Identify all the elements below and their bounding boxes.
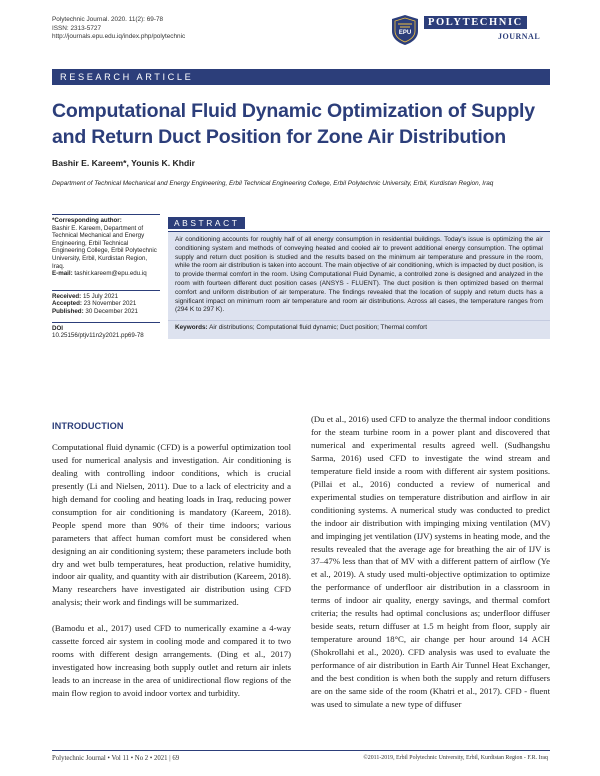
- abstract-heading: ABSTRACT: [168, 217, 245, 229]
- body-column-right: [311, 413, 550, 711]
- corresponding-author: [52, 214, 160, 278]
- article-title: Computational Fluid Dynamic Optimization of Supply and Return Duct Position for Zone Air Distribution: [52, 100, 535, 148]
- body-column-left: [52, 420, 291, 713]
- keywords-list: Air distributions; Computational fluid dynamic; Duct position; Thermal comfort: [209, 324, 428, 332]
- journal-meta: [52, 16, 185, 42]
- doi-block: [52, 322, 160, 340]
- email-link[interactable]: tashir.kareem@epu.edu.iq: [74, 270, 147, 278]
- logo-subword: JOURNAL: [498, 32, 541, 41]
- emblem-text: EPU: [398, 30, 412, 36]
- citation-line: Polytechnic Journal. 2020. 11(2): 69-78: [52, 16, 164, 23]
- published-label: Published:: [52, 307, 84, 315]
- footer-divider: [52, 750, 550, 751]
- corr-label: *Corresponding author:: [52, 217, 122, 224]
- received-label: Received:: [52, 292, 82, 300]
- received-date: 15 July 2021: [82, 292, 119, 300]
- intro-paragraph-2: (Bamodu et al., 2017) used CFD to numerically examine a 4-way cassette forced air system in cooling mode and compared it to two rooms with different design arrangements. (Ding et al., 2017) investigated how increasing both supply outlet and return air inlets leads to an increase in the area of unidirectional flow regions of the main flow region to avoid indoor vortex and turbidity.: [52, 623, 291, 699]
- accepted-date: 23 November 2021: [83, 300, 137, 308]
- journal-logo: [390, 12, 550, 50]
- article-dates: [52, 290, 160, 316]
- logo-word: POLYTECHNIC: [424, 16, 527, 29]
- accepted-label: Accepted:: [52, 300, 82, 308]
- intro-paragraph-1: Computational fluid dynamic (CFD) is a powerful optimization tool used for numerical analysis and investigation. Air conditioning is dealing with controlling indoor conditions, which is crucial presently (Li and Nielsen, 2011). Due to a lack of electricity and a high demand for cooling and heating loads in Iraq, reducing power consumption for air conditioning is mandatory (Kareem, 2018). People spend more than 90% of their time indoors; various parameters that affect human comfort must be considered when designing an air conditioning system; these parameters include both dry and wet bulb temperatures, heat production, relative humidity, indoor air quality, and quantity with air distribution (Kareem, 2018). Many researchers have investigated air distribution using CFD analysis; their work and findings will be summarized.: [52, 441, 291, 608]
- keywords-label: Keywords:: [175, 324, 208, 332]
- article-type-band: RESEARCH ARTICLE: [52, 69, 550, 85]
- abstract-box: [168, 213, 550, 339]
- email-label: E-mail:: [52, 270, 73, 278]
- keywords: [168, 320, 550, 339]
- emblem-icon: [390, 14, 420, 46]
- intro-paragraph-3: (Du et al., 2016) used CFD to analyze the thermal indoor conditions for the steam turbine room in a power plant and discovered that numerical and experimental results agreed well. (Sudhangshu Sarma, 2016) used CFD to investigate the wind stream and temperature field inside a room with different air system positions. (Pillai et al., 2016) conducted a review of numerical and experimental studies on temperature distribution and airflow in air conditioning systems. A numerical study was conducted to predict the indoor air distribution with impinging mixing ventilation (MV) and impinging jet ventilation (IJV) systems in heating mode, and the results revealed that the average age for breathing the air of IJV is 37–47% less than that of MV with a different pattern of airflow (Ye et al., 2019). A study used multi-objective optimization to optimize the performance of underfloor air distribution in a classroom in terms of indoor air quality, energy savings, and thermal comfort criteria; the results had optimal conclusions as; underfloor diffuser beside seats, return diffuser at 1.5 m height from floor, supply air temperature around 18°C, air change per hour around 14 ACH (Shokrollahi et al., 2020). CFD analysis was used to evaluate the performance of air distribution in Earth Air Tunnel Heat Exchanger, and the best condition is when both the supply and return diffusers are on the same side of the room (Khatri et al., 2017). CFD - fluent was used to simulate a new type of diffuser: [311, 414, 550, 709]
- corr-body: Bashir E. Kareem, Department of Technical Mechanical and Energy Engineering, Erbil Technical Engineering College, Erbil Polytechnic University, Erbil, Kurdistan Region, Iraq.: [52, 224, 157, 270]
- footer-journal-info: Polytechnic Journal • Vol 11 • No 2 • 2021 | 69: [52, 755, 180, 762]
- affiliation: Department of Technical Mechanical and Energy Engineering, Erbil Technical Engineering College, Erbil Polytechnic University, Erbil, Kurdistan Region, Iraq: [52, 180, 494, 187]
- published-date: 30 December 2021: [85, 307, 139, 315]
- abstract-text: Air conditioning accounts for roughly half of all energy consumption in residential buildings. Today's issue is optimizing the air conditioning system and methods of conveying heated and cooled air to prevent additional energy consumption. The optimal supply and return duct position is studied and the results based on the minimum air temperature and pressure in the room, while the room air distribution is taken into account. The main objective of air conditioning, which is impacted by duct position, is to provide thermal comfort in the room. Using Computational Fluid Dynamic, a controlled zone is designed and analyzed in the room with fourteen different duct position cases (ANSYS - FLUENT). The duct position is then optimized based on thermal comfort and uniform distribution of air temperature. The findings revealed that the location of supply and return ducts has a significant impact on minimum room air temperature and room air distributions. Across all cases, the temperature ranges from (294 K to 297 K).: [168, 231, 550, 320]
- doi-link[interactable]: 10.25156/ptjv11n2y2021.pp69-78: [52, 332, 144, 340]
- introduction-heading: INTRODUCTION: [52, 421, 124, 431]
- doi-label: DOI: [52, 324, 64, 332]
- footer-copyright: ©2011-2019, Erbil Polytechnic University, Erbil, Kurdistan Region - F.R. Iraq: [363, 755, 548, 761]
- article-info-sidebar: [52, 214, 160, 340]
- authors: Bashir E. Kareem*, Younis K. Khdir: [52, 158, 195, 168]
- journal-url[interactable]: http://journals.epu.edu.iq/index.php/polytechnic: [52, 33, 186, 41]
- issn-line: ISSN: 2313-5727: [52, 24, 102, 32]
